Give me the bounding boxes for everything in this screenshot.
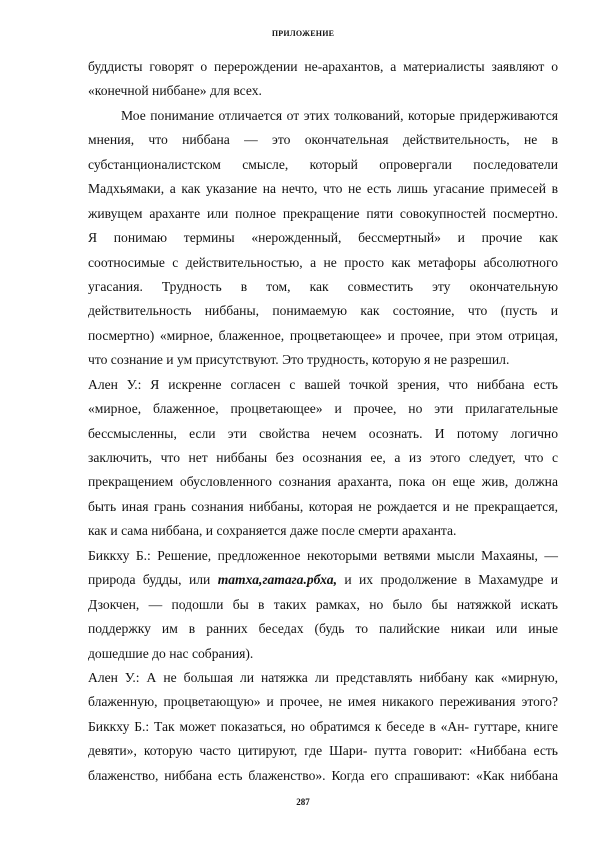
text-line: «конечной ниббане» для всех. [88,83,262,99]
text-line: Мадхьямаки, а как указание на нечто, что не есть лишь угасание примесей в [88,181,558,197]
text-line-with-term [88,568,558,592]
text-line: «мирное, блаженное, процветающее» и прочее, но эти прилагательные [88,401,558,417]
text-line: буддисты говорят о перерождении не-арахантов, а материалисты заявляют о [88,59,558,74]
text-line: бессмысленны, если эти свойства нечем осознать. И потому логично [88,425,558,441]
text-line: Дзокчен, — подошли бы в таких рамках, но было бы натяжкой искать [88,596,558,612]
text-line: живущем араханте или полное прекращение пяти совокупностей посмертно. [88,205,558,221]
text-line: заключить, что нет ниббаны без осознания ее, а из этого следует, что с [88,450,558,465]
text-fragment: природа будды, или [88,572,218,588]
text-line: что сознание и ум присутствуют. Это трудность, которую я не разрешил. [88,352,510,368]
speaker-line: Биккху Б.: Решение, предложенное некоторыми ветвями мысли Махаяны, — [88,547,558,563]
term-tathagatagarbha: татха,гатага.рбха, [217,572,337,588]
text-line: посмертно) «мирное, блаженное, процветающее» и прочее, при этом отрицая, [88,327,558,343]
text-line: прекращением обусловленного сознания араханта, пока он еще жив, должна [88,474,558,490]
page-number: 287 [296,797,310,807]
text-line: как и сама ниббана, и сохраняется даже после смерти араханта. [88,523,457,539]
text-fragment: и их продолжение в Махамудре и [336,572,558,588]
text-line: дошедшие до нас собрания). [88,645,254,661]
text-line: поддержку им в ранних беседах (будь то палийские никаи или иные [88,621,558,637]
text-line: блаженную, процветающую» и прочее, не имея никакого переживания этого? [88,694,558,710]
text-line: угасания. Трудность в том, как совместить эту окончательную [88,278,558,294]
speaker-line: Биккху Б.: Так может показаться, но обратимся к беседе в «Ан- гуттаре, книге [88,718,558,734]
text-line: Я понимаю термины «нерожденный, бессмертный» и прочие как [88,230,558,246]
text-line: соотносимые с действительностью, а не просто как метафоры абсолютного [88,254,558,270]
speaker-line: Ален У.: Я искренне согласен с вашей точкой зрения, что ниббана есть [88,376,558,392]
speaker-line: Ален У.: А не большая ли натяжка ли представлять ниббану как «мирную, [88,669,558,685]
text-line: субстанционалистском смысле, который опровергали последователи [88,156,558,172]
paragraph-first-line: Мое понимание отличается от этих толкований, которые придерживаются [121,107,558,123]
running-header: ПРИЛОЖЕНИЕ [271,29,335,38]
text-line: действительность ниббаны, понимаемую как состояние, что (пусть и [88,303,558,319]
text-line: мнения, что ниббана — это окончательная действительность, не в [88,132,558,148]
body-text [88,55,558,788]
text-line: девяти», которую часто цитируют, где Шари- путта говорит: «Ниббана есть [88,743,558,759]
text-line: быть иная грань сознания ниббаны, которая не рождается и не прекращается, [88,498,558,514]
text-line: блаженство, ниббана есть блаженство». Когда его спрашивают: «Как ниббана [88,767,558,783]
